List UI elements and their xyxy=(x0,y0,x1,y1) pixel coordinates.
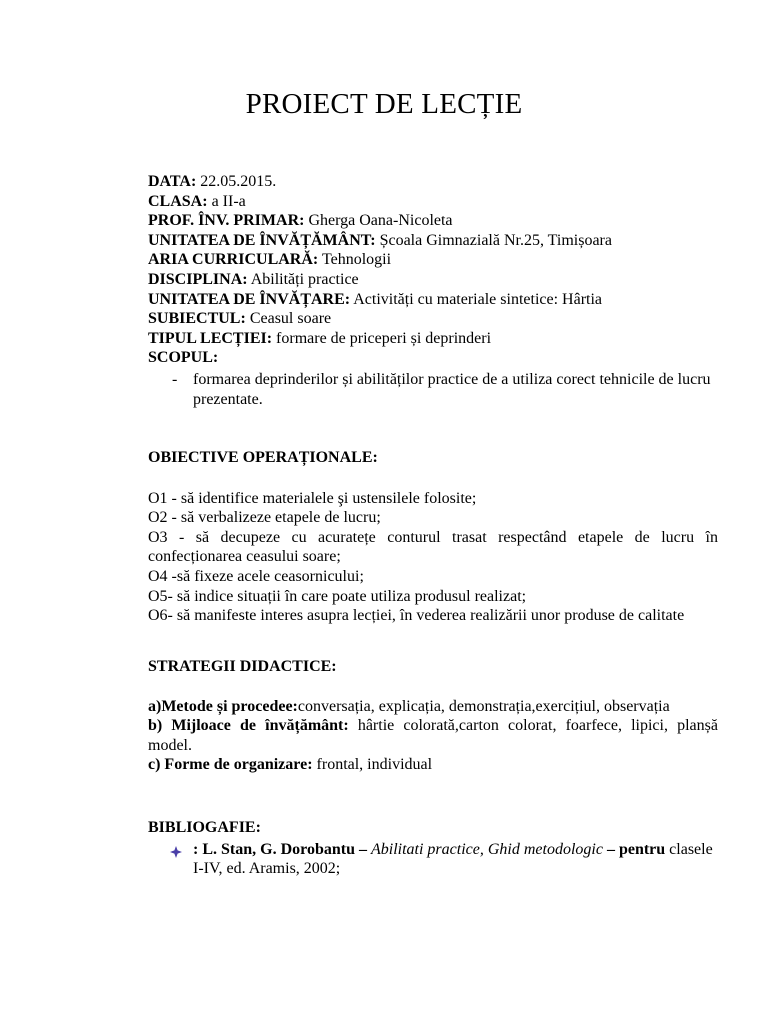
means-label: b) Mijloace de învățământ: xyxy=(148,717,349,735)
objectives-list xyxy=(148,489,718,626)
info-value: 22.05.2015. xyxy=(196,173,277,190)
info-value: Ceasul soare xyxy=(245,310,332,328)
info-label: SCOPUL: xyxy=(148,349,219,367)
info-value: a II-a xyxy=(207,192,246,210)
info-row-class xyxy=(148,192,718,212)
info-label: DATA: xyxy=(148,173,197,190)
dash-bullet: - xyxy=(172,370,178,388)
organization-text: frontal, individual xyxy=(312,756,433,774)
purpose-list xyxy=(148,370,718,409)
organization-paragraph xyxy=(148,755,718,775)
info-row-school xyxy=(148,231,718,251)
info-row-subject xyxy=(148,309,718,329)
info-value: formare de priceperi și deprinderi xyxy=(272,329,492,347)
diamond-bullet-icon xyxy=(170,844,182,856)
list-item: O6- să manifeste interes asupra lecției, în vederea realizării unor produse de calitate xyxy=(148,607,685,625)
info-row-lesson-type xyxy=(148,329,718,349)
bibliography-section xyxy=(148,818,718,879)
list-item: O4 -să fixeze acele ceasornicului; xyxy=(148,567,364,585)
organization-label: c) Forme de organizare: xyxy=(148,756,313,774)
info-label: SUBIECTUL: xyxy=(148,310,246,328)
info-row-purpose xyxy=(148,348,718,368)
info-row-date xyxy=(148,172,718,192)
info-row-learning-unit xyxy=(148,290,718,310)
info-value: Gherga Oana-Nicoleta xyxy=(304,212,453,230)
section-heading: STRATEGII DIDACTICE: xyxy=(148,658,337,675)
methods-label: a)Metode și procedee: xyxy=(148,697,298,715)
purpose-text: formarea deprinderilor și abilităților practice de a utiliza corect tehnicile de lucru prezentate. xyxy=(193,370,711,408)
info-row-curricular-area xyxy=(148,250,718,270)
info-label: PROF. ÎNV. PRIMAR: xyxy=(148,212,305,230)
page-title: PROIECT DE LECȚIE xyxy=(245,88,523,120)
lesson-info xyxy=(148,172,718,409)
info-label: TIPUL LECȚIEI: xyxy=(148,329,273,347)
means-text: hârtie colorată,carton colorat, foarfece, lipici, planșă model. xyxy=(148,717,718,754)
bib-for: – pentru xyxy=(602,840,666,858)
list-item: O3 - să decupeze cu acuratețe conturul trasat respectând etapele de lucru în confecționarea ceasului soare; xyxy=(148,528,718,566)
list-item: O5- să indice situații în care poate utiliza produsul realizat; xyxy=(148,587,527,605)
methods-text: conversația, explicația, demonstrația,exercițiul, observația xyxy=(297,697,670,715)
info-value: Tehnologii xyxy=(318,251,392,269)
section-heading: OBIECTIVE OPERAȚIONALE: xyxy=(148,449,378,466)
bib-rest: clasele I-IV, ed. Aramis, 2002; xyxy=(193,840,713,878)
objectives-section xyxy=(148,448,718,626)
means-paragraph xyxy=(148,716,718,755)
info-row-discipline xyxy=(148,270,718,290)
info-label: UNITATEA DE ÎNVĂȚĂMÂNT: xyxy=(148,231,376,249)
info-row-teacher xyxy=(148,211,718,231)
info-label: CLASA: xyxy=(148,192,208,210)
info-label: ARIA CURRICULARĂ: xyxy=(148,251,319,269)
list-item xyxy=(148,370,718,409)
info-value: Școala Gimnazială Nr.25, Timișoara xyxy=(375,231,612,249)
bib-title: Abilitati practice, Ghid metodologic xyxy=(370,840,603,858)
info-value: Abilități practice xyxy=(247,270,359,288)
list-item: O1 - să identifice materialele şi ustensilele folosite; xyxy=(148,489,477,507)
list-item: O2 - să verbalizeze etapele de lucru; xyxy=(148,509,381,527)
strategies-section xyxy=(148,657,718,775)
info-label: UNITATEA DE ÎNVĂȚARE: xyxy=(148,290,351,308)
list-item xyxy=(148,840,718,879)
info-label: DISCIPLINA: xyxy=(148,270,248,288)
methods-paragraph xyxy=(148,697,718,717)
info-value: Activități cu materiale sintetice: Hârtia xyxy=(350,290,603,308)
section-heading: BIBLIOGAFIE: xyxy=(148,819,261,836)
bib-author: : L. Stan, G. Dorobantu – xyxy=(193,840,371,858)
